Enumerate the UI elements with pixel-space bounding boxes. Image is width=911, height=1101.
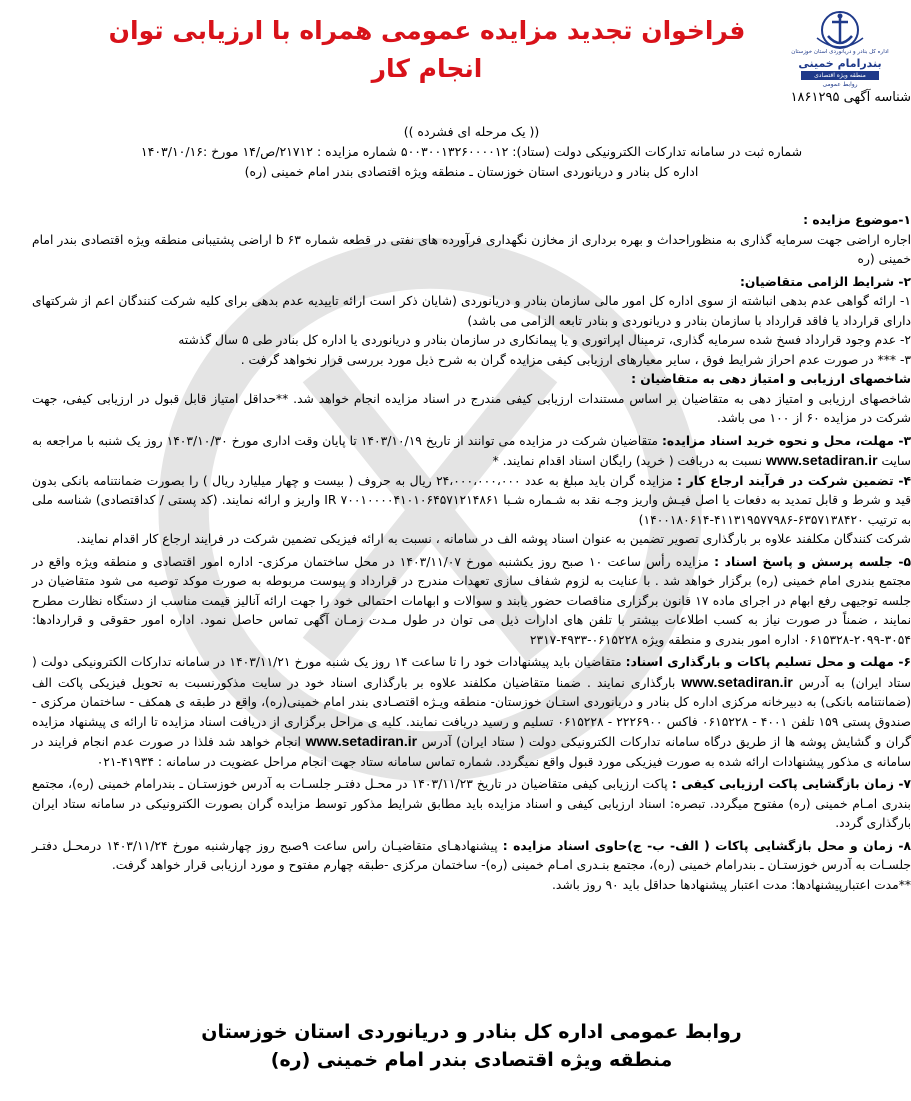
registration-line: شماره ثبت در سامانه تدارکات الکترونیکی دولت (ستاد): ۵۰۰۳۰۰۱۳۲۶۰۰۰۰۱۲ شماره مزایده : ۲۱۷۱۲/ص/۱۴ مورخ :۱۴۰۳/۱۰/۱۶ xyxy=(140,144,803,159)
section-4 xyxy=(32,472,911,550)
logo-zone-line: منطقه ویژه اقتصادی xyxy=(801,71,879,80)
section-8 xyxy=(32,837,911,896)
section-5-text: مزایده رأس ساعت ۱۰ صبح روز یکشنبه مورخ ۱۴۰۳/۱۱/۰۷ در محل ساختمان مرکزی- اداره امور اقتصادی و منطقه ویژه واقع در مجتمع بندری امام خمینی (ره) برگزار خواهد شد . با عنایت به لزوم شفاف سازی تعهدات مندرج در قرارداد و پیوست مربوطه به صورت موکد توصیه می شود متقاضیان در جلسه توجیهی رفع ابهام در اجرای ماده ۱۷ قانون برگزاری مناقصات حضور یابند و سوالات و ابهامات احتمالی خود را جهت ارائه آنالیز قیمت مناسب از دستگاه نظارت مطرح نمایند ، ضمناً در صورت نیاز به کسب اطلاعات بیشتر با تلفن های ادارات ذیل می توان در طول مـدت زمـان آگهی تماس حاصل نمود. اداره امور حقوقی و قراردادها: ۳۰۵۴-۲۰۹۹-۰۶۱۵۳۲۸ اداره امور بندری و منطقه ویژه ۰۶۱۵۲۲۸-۴۹۳۳-۲۳۱۷ xyxy=(32,554,911,647)
section-5 xyxy=(32,553,911,651)
logo-org-line: اداره کل بنادر و دریانوردی استان خوزستان xyxy=(791,49,889,55)
section-5-heading: ۵- جلسه پرسش و پاسخ اسناد : xyxy=(714,554,911,569)
org-line: اداره کل بنادر و دریانوردی استان خوزستان ـ منطقه ویژه اقتصادی بندر امام خمینی (ره) xyxy=(244,164,699,179)
setadiran-link[interactable]: www.setadiran.ir xyxy=(681,673,793,690)
logo-pr-line: روابط عمومی xyxy=(822,81,858,88)
section-8-heading: ۸- زمان و محل بازگشایی پاکات ( الف- ب- ج)حاوی اسناد مزایده : xyxy=(502,838,911,853)
footer-line-1: روابط عمومی اداره کل بنادر و دریانوردی استان خوزستان xyxy=(201,1021,742,1043)
section-8-text: پیشنهادهـای متقاضیـان راس ساعت ۹صبح روز چهارشنبه مورخ ۱۴۰۳/۱۱/۲۴ درمحـل دفتـر جلسـات به آدرس خوزستـان ـ بندرامام خمینی (ره)، مجتمع بنـدری امـام خمینی (ره)- ساختمان مرکزی -طبقه چهارم مفتوح و مورد ارزیابی قرار خواهد گرفت. xyxy=(32,838,911,872)
section-4-text: مزایده گران باید مبلغ به عدد ۲۴،۰۰۰،۰۰۰،۰۰۰ ریال به حروف ( بیست و چهار میلیارد ریال ) را بصورت ضمانتنامه بانکی بدون قید و شرط و قابل تمدید به دفعات یا اصل فیـش واریز وجـه نقد به شـماره شـبا IR ۷۰۰۱۰۰۰۰۴۱۰۱۰۶۴۵۷۱۲۱۴۸۶۱ واریز و ارائه نمایند. (کد پستی / کداقتصادی) شناسه ملی به ترتیب ۶۳۵۷۱۳۸۴۲۰-۴۱۱۳۱۹۵۷۷۹۸۶-۱۴۰۰۱۸۰۶۱۴) xyxy=(32,473,911,527)
footer-line-2: منطقه ویژه اقتصادی بندر امام خمینی (ره) xyxy=(270,1049,673,1071)
footer-signature xyxy=(32,1018,911,1074)
section-1-text: اجاره اراضی جهت سرمایه گذاری به منظوراحداث و بهره برداری از مخازن نگهداری فرآورده های نفتی در قطعه شماره b ۶۳ اراضی پشتیبانی منطقه ویژه اقتصادی بندر امام خمینی (ره xyxy=(32,232,911,266)
section-7-heading: ۷- زمان بازگشایی پاکت ارزیابی کیفی : xyxy=(671,777,911,791)
header xyxy=(16,6,895,88)
tender-meta xyxy=(32,122,911,182)
section-2-item-3: ۳- *** در صورت عدم احراز شرایط فوق ، سایر معیارهای ارزیابی کیفی مزایده گران به شرح ذیل مورد بررسی قرار نخواهد گرفت . xyxy=(240,352,911,367)
section-6-text-b: بارگذاری نمایند . ضمنا متقاضیان مکلفند علاوه بر بارگذاری اسناد خود در سایت مذکورنسبت به تحویل فیزیکی پاکت الف (ضمانتنامه بانکی) به دبیرخانه مرکزی اداره کل بنادر و دریانوردی استـان خوزستان- منطقه ویـژه اقتصـادی بندر امام خمینی(ره)، واقع در طبقه ی همکف - ساختمان مرکزی - صندوق پستی ۱۵۹ تلفن ۴۰۰۱ - ۰۶۱۵۲۲۸ فاکس ۲۲۲۶۹۰۰ - ۰۶۱۵۲۲۸ تسلیم و رسید دریافت نمایند. کلیه ی مراحل برگزاری از دریافت اسناد مزایده تا ارائه ی پیشنهاد مزایده گران و گشایش پوشه ها از طریق درگاه سامانه تدارکات الکترونیکی دولت ( ستاد ایران) آدرس xyxy=(32,675,911,749)
section-2-item-1: ۱- ارائه گواهی عدم بدهی انباشته از سوی اداره کل امور مالی سازمان بنادر و دریانوردی (شایان ذکر است ارائه تاییدیه عدم بدهی برای کلیه شرکت کنندگان اعم از شرکتهای دارای قرارداد یا فاقد قرارداد با سازمان بنادر و دریانوردی و بنادر تابعه الزامی می باشد) xyxy=(32,294,911,328)
section-3-text-b: نسبت به دریافت ( خرید) رایگان اسناد اقدام نمایند. * xyxy=(492,454,763,468)
stage-label: (( یک مرحله ای فشرده )) xyxy=(403,124,540,139)
section-eval xyxy=(32,370,911,429)
section-2-item-2: ۲- عدم وجود قرارداد فسخ شده سرمایه گذاری، ترمینال اپراتوری و یا پیمانکاری در سازمان بنادر و دریانوردی یا اداره کل بنادر طی ۵ سال گذشته xyxy=(178,333,911,347)
setadiran-link[interactable]: www.setadiran.ir xyxy=(766,452,878,468)
section-1-heading: ۱-موضوع مزایده : xyxy=(803,213,911,227)
section-2-heading: ۲- شرایط الزامی متقاضیان: xyxy=(740,274,911,289)
port-logo xyxy=(787,8,893,92)
section-4-note: شرکت کنندگان مکلفند علاوه بر بارگذاری تصویر تضمین به عنوان اسناد پوشه الف در سامانه ، نسبت به ارائه فیزیکی تضمین شرکت در فرایند ارجاع کار اقدام نمایند. xyxy=(76,532,911,546)
section-3-heading: ۳- مهلت، محل و نحوه خرید اسناد مزایده: xyxy=(662,433,911,448)
ad-id: شناسه آگهی ۱۸۶۱۲۹۵ xyxy=(790,90,911,105)
section-6-text-a: متقاضیان باید پیشنهادات خود را تا ساعت ۱۴ روز یک شنبه مورخ ۱۴۰۳/۱۱/۲۱ در سامانه تدارکات الکترونیکی دولت ( ستاد ایران) به آدرس xyxy=(32,655,911,690)
page-title: فراخوان تجدید مزایده عمومی همراه با ارزیابی توان انجام کار xyxy=(108,16,746,83)
setadiran-link[interactable]: www.setadiran.ir xyxy=(305,733,418,749)
notice-body xyxy=(32,208,911,895)
section-1 xyxy=(32,211,911,270)
section-3 xyxy=(32,432,911,472)
section-6-text-c: انجام خواهد شد فلذا در صورت عدم انجام فرایند در سامانه ی مذکور پیشنهادات ارائه شده به صورت فیزیکی مورد قبول واقع نمیگردد. شماره تماس سامانه ستاد جهت انجام مراحل عضویت در سامانه : ۴۱۹۳۴-۰۲۱ xyxy=(32,735,911,769)
section-8-note: **مدت اعتبارپیشنهادها: مدت اعتبار پیشنهادها حداقل باید ۹۰ روز باشد. xyxy=(551,877,911,892)
section-2 xyxy=(32,273,911,371)
section-7-text: پاکت ارزیابی کیفی متقاضیان در تاریخ ۱۴۰۳/۱۱/۲۳ در محـل دفتـر جلسـات به آدرس خوزستـان ـ بندرامام خمینی (ره)، مجتمع بندری امـام خمینی (ره) مفتوح میگردد. تبصره: اسناد ارزیابی کیفی و اسناد مزایده باید مطابق شرایط مذکور توسط مزایده گران بصورت الکترونیکی در سامانه ستاد ایران بارگذاری گردد. xyxy=(32,777,911,830)
section-3-text-a: متقاضیان شرکت در مزایده می توانند از تاریخ ۱۴۰۳/۱۰/۱۹ تا پایان وقت اداری مورخ ۱۴۰۳/۱۰/۳۰ روز یک شنبه با مراجعه به سایت xyxy=(32,433,911,468)
section-7 xyxy=(32,775,911,834)
section-6 xyxy=(32,653,911,772)
section-4-heading: ۴- تضمین شرکت در فرآیند ارجاع کار : xyxy=(676,473,911,488)
logo-port-name: بندرامام خمینی xyxy=(798,57,882,70)
section-eval-text: شاخصهای ارزیابی و امتیاز دهی به متقاضیان بر اساس مستندات ارزیابی کیفی مندرج در اسناد مزایده انجام خواهد شد. **حداقل امتیاز قابل قبول در ارزیابی کیفی، جهت شرکت در مزایده ۶۰ از ۱۰۰ می باشد. xyxy=(32,391,911,425)
section-6-heading: ۶- مهلت و محل تسلیم پاکات و بارگذاری اسناد: xyxy=(625,655,911,669)
section-eval-heading: شاخصهای ارزیابی و امتیاز دهی به متقاضیان : xyxy=(631,372,911,386)
